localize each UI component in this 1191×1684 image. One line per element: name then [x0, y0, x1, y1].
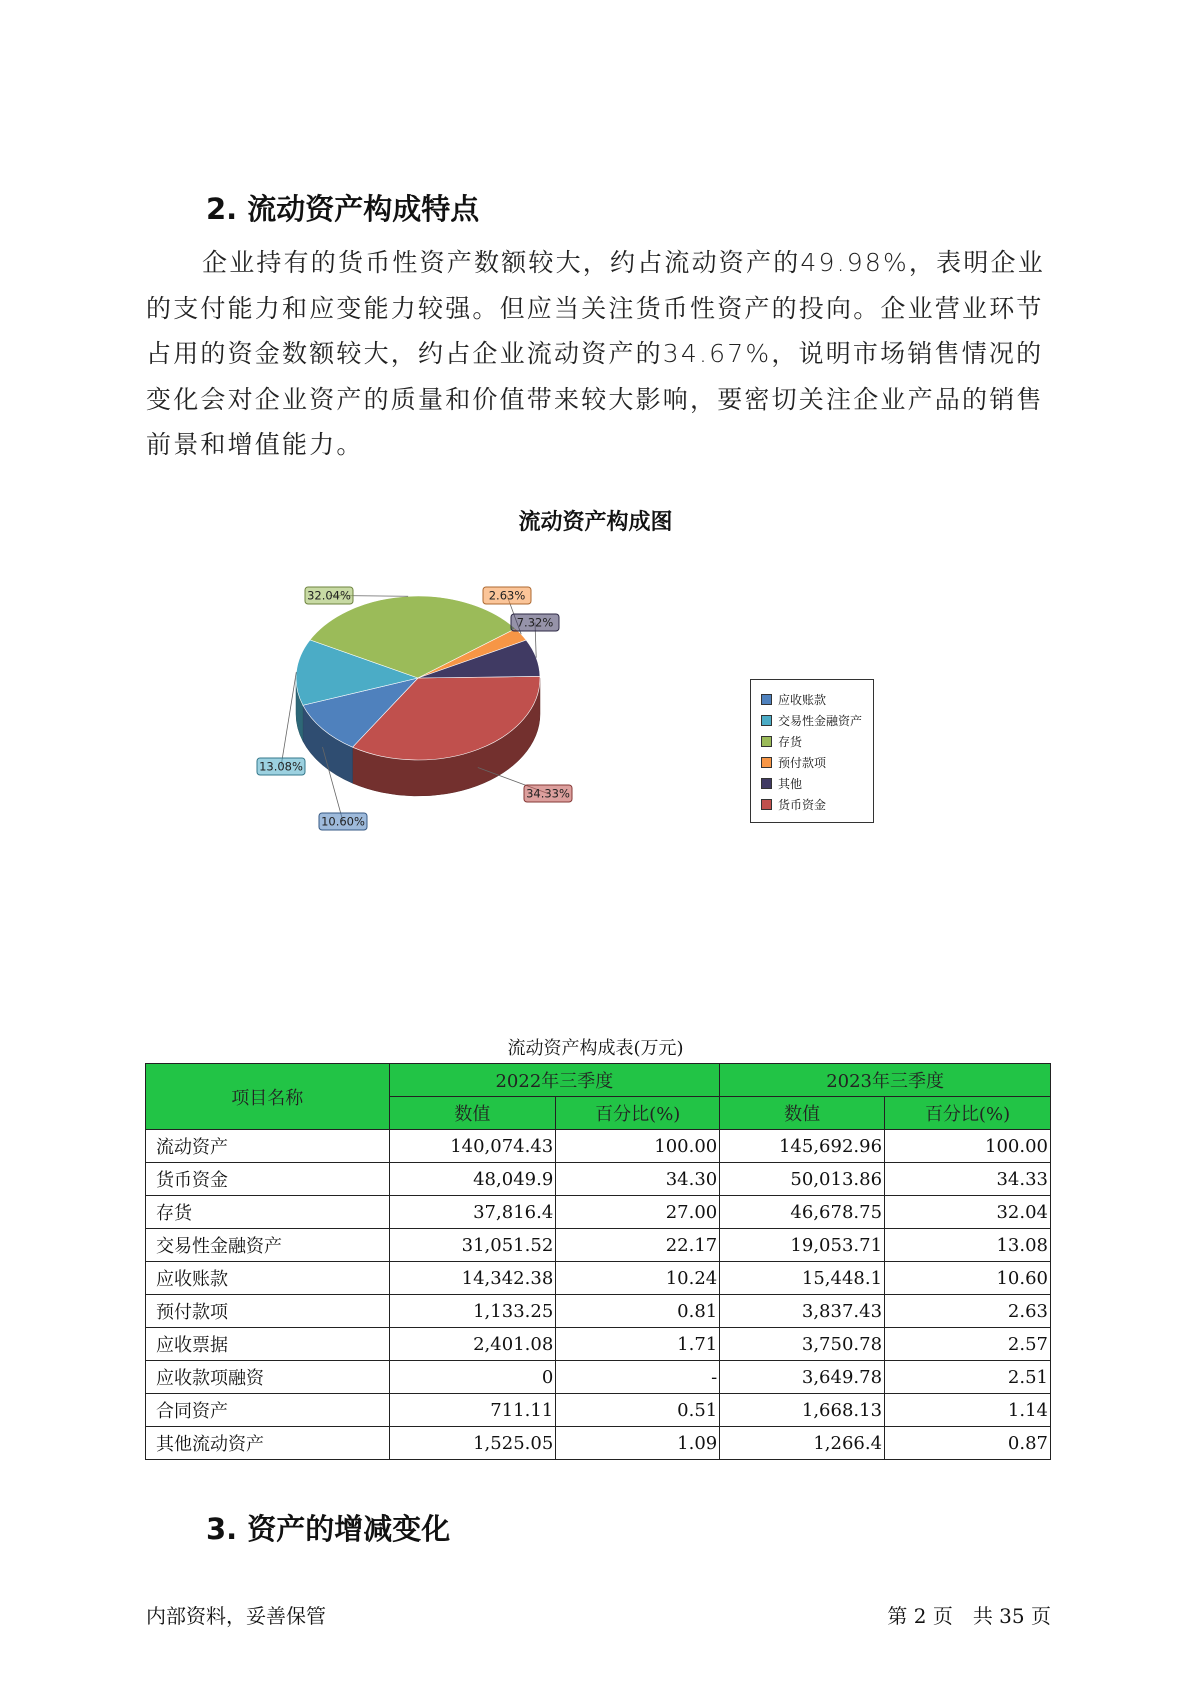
- value-2022: 14,342.38: [389, 1262, 556, 1295]
- table-row: [146, 1427, 1051, 1460]
- value-2022: 1,133.25: [389, 1295, 556, 1328]
- value-2023: 46,678.75: [720, 1196, 885, 1229]
- header-value-2023: 数值: [720, 1097, 885, 1130]
- value-2022: 140,074.43: [389, 1130, 556, 1163]
- row-name: 货币资金: [146, 1163, 390, 1196]
- pie-label: 7.32%: [516, 615, 554, 630]
- legend-item: [761, 731, 873, 752]
- legend-swatch: [761, 694, 772, 705]
- table-caption: 流动资产构成表(万元): [507, 1038, 684, 1059]
- pct-2023: 2.51: [885, 1361, 1051, 1394]
- table-row: [146, 1394, 1051, 1427]
- row-name: 存货: [146, 1196, 390, 1229]
- value-2022: 31,051.52: [389, 1229, 556, 1262]
- row-name: 合同资产: [146, 1394, 390, 1427]
- pie-chart: [220, 560, 640, 840]
- value-2023: 19,053.71: [720, 1229, 885, 1262]
- pie-label: 2.63%: [488, 588, 526, 603]
- legend-label: 预付款项: [778, 756, 827, 770]
- section-heading: 2. 流动资产构成特点: [206, 192, 480, 226]
- section-heading-3: 3. 资产的增减变化: [206, 1512, 451, 1546]
- value-2023: 1,668.13: [720, 1394, 885, 1427]
- chart-title: 流动资产构成图: [518, 509, 673, 535]
- legend-label: 其他: [778, 777, 803, 791]
- pie-label: 34.33%: [526, 786, 570, 801]
- pct-2023: 2.57: [885, 1328, 1051, 1361]
- row-name: 交易性金融资产: [146, 1229, 390, 1262]
- pct-2022: 22.17: [556, 1229, 720, 1262]
- value-2023: 15,448.1: [720, 1262, 885, 1295]
- value-2023: 3,750.78: [720, 1328, 885, 1361]
- pct-2023: 32.04: [885, 1196, 1051, 1229]
- pct-2022: 1.71: [556, 1328, 720, 1361]
- table-row: [146, 1295, 1051, 1328]
- pie-label: 32.04%: [307, 588, 351, 603]
- table-row: [146, 1163, 1051, 1196]
- value-2022: 37,816.4: [389, 1196, 556, 1229]
- pct-2023: 34.33: [885, 1163, 1051, 1196]
- pct-2022: 1.09: [556, 1427, 720, 1460]
- body-paragraph: 企业持有的货币性资产数额较大，约占流动资产的49.98%，表明企业的支付能力和应变能力较强。但应当关注货币性资产的投向。企业营业环节占用的资金数额较大，约占企业流动资产的34.67%，说明市场销售情况的变化会对企业资产的质量和价值带来较大影响，要密切关注企业产品的销售前景和增值能力。: [146, 248, 1045, 459]
- row-name: 预付款项: [146, 1295, 390, 1328]
- pct-2023: 100.00: [885, 1130, 1051, 1163]
- pct-2023: 1.14: [885, 1394, 1051, 1427]
- value-2023: 1,266.4: [720, 1427, 885, 1460]
- current-assets-table: [145, 1063, 1051, 1460]
- pct-2022: 0.51: [556, 1394, 720, 1427]
- legend-swatch: [761, 778, 772, 789]
- row-name: 应收票据: [146, 1328, 390, 1361]
- value-2022: 1,525.05: [389, 1427, 556, 1460]
- page-number: 第 2 页 共 35 页: [887, 1604, 1051, 1628]
- table-row: [146, 1262, 1051, 1295]
- header-pct-2022: 百分比(%): [556, 1097, 720, 1130]
- table-row: [146, 1130, 1051, 1163]
- legend-item: [761, 773, 873, 794]
- table-row: [146, 1361, 1051, 1394]
- legend-swatch: [761, 757, 772, 768]
- legend-item: [761, 710, 873, 731]
- legend-swatch: [761, 799, 772, 810]
- pie-label: 10.60%: [321, 814, 365, 829]
- legend-item: [761, 752, 873, 773]
- value-2023: 3,837.43: [720, 1295, 885, 1328]
- legend-label: 应收账款: [778, 693, 827, 707]
- pct-2023: 10.60: [885, 1262, 1051, 1295]
- value-2023: 3,649.78: [720, 1361, 885, 1394]
- row-name: 应收款项融资: [146, 1361, 390, 1394]
- header-item-name: 项目名称: [146, 1064, 390, 1130]
- label-leader-line: [281, 672, 296, 766]
- legend-swatch: [761, 736, 772, 747]
- header-value-2022: 数值: [389, 1097, 556, 1130]
- footer-left: 内部资料，妥善保管: [146, 1604, 326, 1628]
- row-name: 其他流动资产: [146, 1427, 390, 1460]
- value-2023: 50,013.86: [720, 1163, 885, 1196]
- pct-2023: 13.08: [885, 1229, 1051, 1262]
- legend-label: 交易性金融资产: [778, 714, 863, 728]
- value-2022: 48,049.9: [389, 1163, 556, 1196]
- pct-2023: 0.87: [885, 1427, 1051, 1460]
- row-name: 应收账款: [146, 1262, 390, 1295]
- value-2022: 2,401.08: [389, 1328, 556, 1361]
- table-row: [146, 1229, 1051, 1262]
- pie-label: 13.08%: [259, 759, 303, 774]
- pct-2022: -: [556, 1361, 720, 1394]
- table-row: [146, 1196, 1051, 1229]
- value-2022: 711.11: [389, 1394, 556, 1427]
- pct-2022: 10.24: [556, 1262, 720, 1295]
- value-2023: 145,692.96: [720, 1130, 885, 1163]
- legend-item: [761, 794, 873, 815]
- legend-swatch: [761, 715, 772, 726]
- table-row: [146, 1328, 1051, 1361]
- header-pct-2023: 百分比(%): [885, 1097, 1051, 1130]
- pct-2023: 2.63: [885, 1295, 1051, 1328]
- pct-2022: 27.00: [556, 1196, 720, 1229]
- chart-legend: [750, 679, 874, 823]
- value-2022: 0: [389, 1361, 556, 1394]
- legend-label: 货币资金: [778, 798, 827, 812]
- header-period-2023: 2023年三季度: [720, 1064, 1051, 1097]
- pct-2022: 34.30: [556, 1163, 720, 1196]
- pct-2022: 0.81: [556, 1295, 720, 1328]
- legend-item: [761, 689, 873, 710]
- legend-label: 存货: [778, 735, 803, 749]
- pct-2022: 100.00: [556, 1130, 720, 1163]
- header-period-2022: 2022年三季度: [389, 1064, 720, 1097]
- row-name: 流动资产: [146, 1130, 390, 1163]
